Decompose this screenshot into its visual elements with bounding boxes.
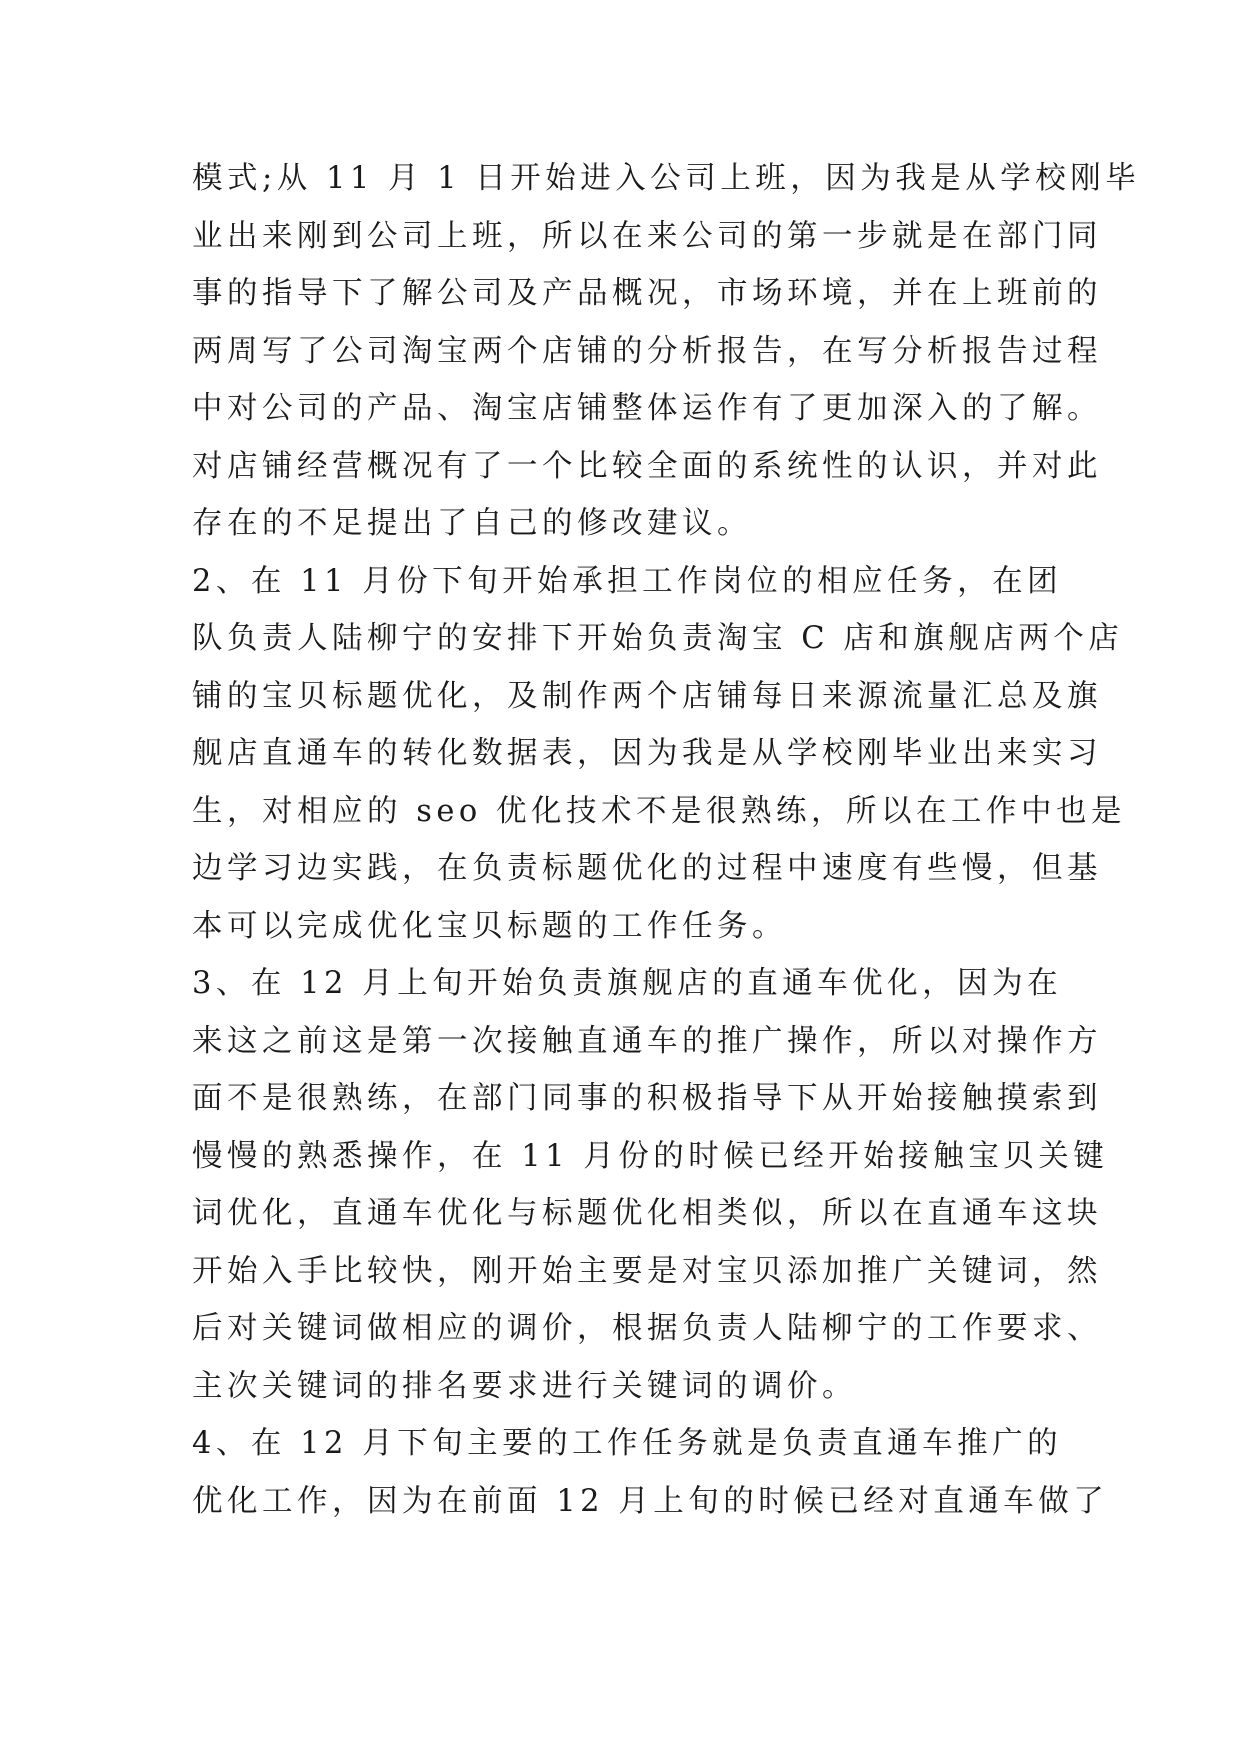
text-line: 开始入手比较快，刚开始主要是对宝贝添加推广关键词，然: [192, 1253, 1102, 1289]
text-line: 后对关键词做相应的调价，根据负责人陆柳宁的工作要求、: [192, 1311, 1102, 1346]
text-line: 本可以完成优化宝贝标题的工作任务。: [192, 908, 787, 944]
text-line: 两周写了公司淘宝两个店铺的分析报告，在写分析报告过程: [192, 333, 1102, 369]
text-line: 事的指导下了解公司及产品概况，市场环境，并在上班前的: [192, 276, 1102, 311]
text-line: 4、在 12 月下旬主要的工作任务就是负责直通车推广的: [192, 1426, 1063, 1461]
document-body: [192, 150, 1141, 1530]
text-line: 主次关键词的排名要求进行关键词的调价。: [192, 1368, 857, 1404]
text-line: 词优化，直通车优化与标题优化相类似，所以在直通车这块: [192, 1196, 1102, 1231]
text-line: 慢慢的熟悉操作，在 11 月份的时候已经开始接触宝贝关键: [192, 1138, 1109, 1174]
text-line: 2、在 11 月份下旬开始承担工作岗位的相应任务，在团: [192, 563, 1063, 599]
text-line: 中对公司的产品、淘宝店铺整体运作有了更加深入的了解。: [192, 391, 1102, 426]
text-line: 舰店直通车的转化数据表，因为我是从学校刚毕业出来实习: [192, 736, 1102, 771]
text-line: 优化工作，因为在前面 12 月上旬的时候已经对直通车做了: [192, 1483, 1109, 1519]
text-line: 铺的宝贝标题优化，及制作两个店铺每日来源流量汇总及旗: [192, 678, 1102, 714]
text-line: 业出来刚到公司上班，所以在来公司的第一步就是在部门同: [192, 218, 1102, 254]
text-line: 来这之前这是第一次接触直通车的推广操作，所以对操作方: [192, 1023, 1102, 1059]
text-line: 存在的不足提出了自己的修改建议。: [192, 506, 752, 541]
text-line: 面不是很熟练，在部门同事的积极指导下从开始接触摸索到: [192, 1081, 1102, 1116]
text-line: 对店铺经营概况有了一个比较全面的系统性的认识，并对此: [192, 448, 1102, 484]
text-line: 边学习边实践，在负责标题优化的过程中速度有些慢，但基: [192, 851, 1102, 886]
text-line: 3、在 12 月上旬开始负责旗舰店的直通车优化，因为在: [192, 966, 1063, 1001]
text-line: 队负责人陆柳宁的安排下开始负责淘宝 C 店和旗舰店两个店: [192, 621, 1124, 656]
text-line: 模式;从 11 月 1 日开始进入公司上班，因为我是从学校刚毕: [192, 161, 1141, 196]
text-line: 生，对相应的 seo 优化技术不是很熟练，所以在工作中也是: [192, 793, 1126, 829]
